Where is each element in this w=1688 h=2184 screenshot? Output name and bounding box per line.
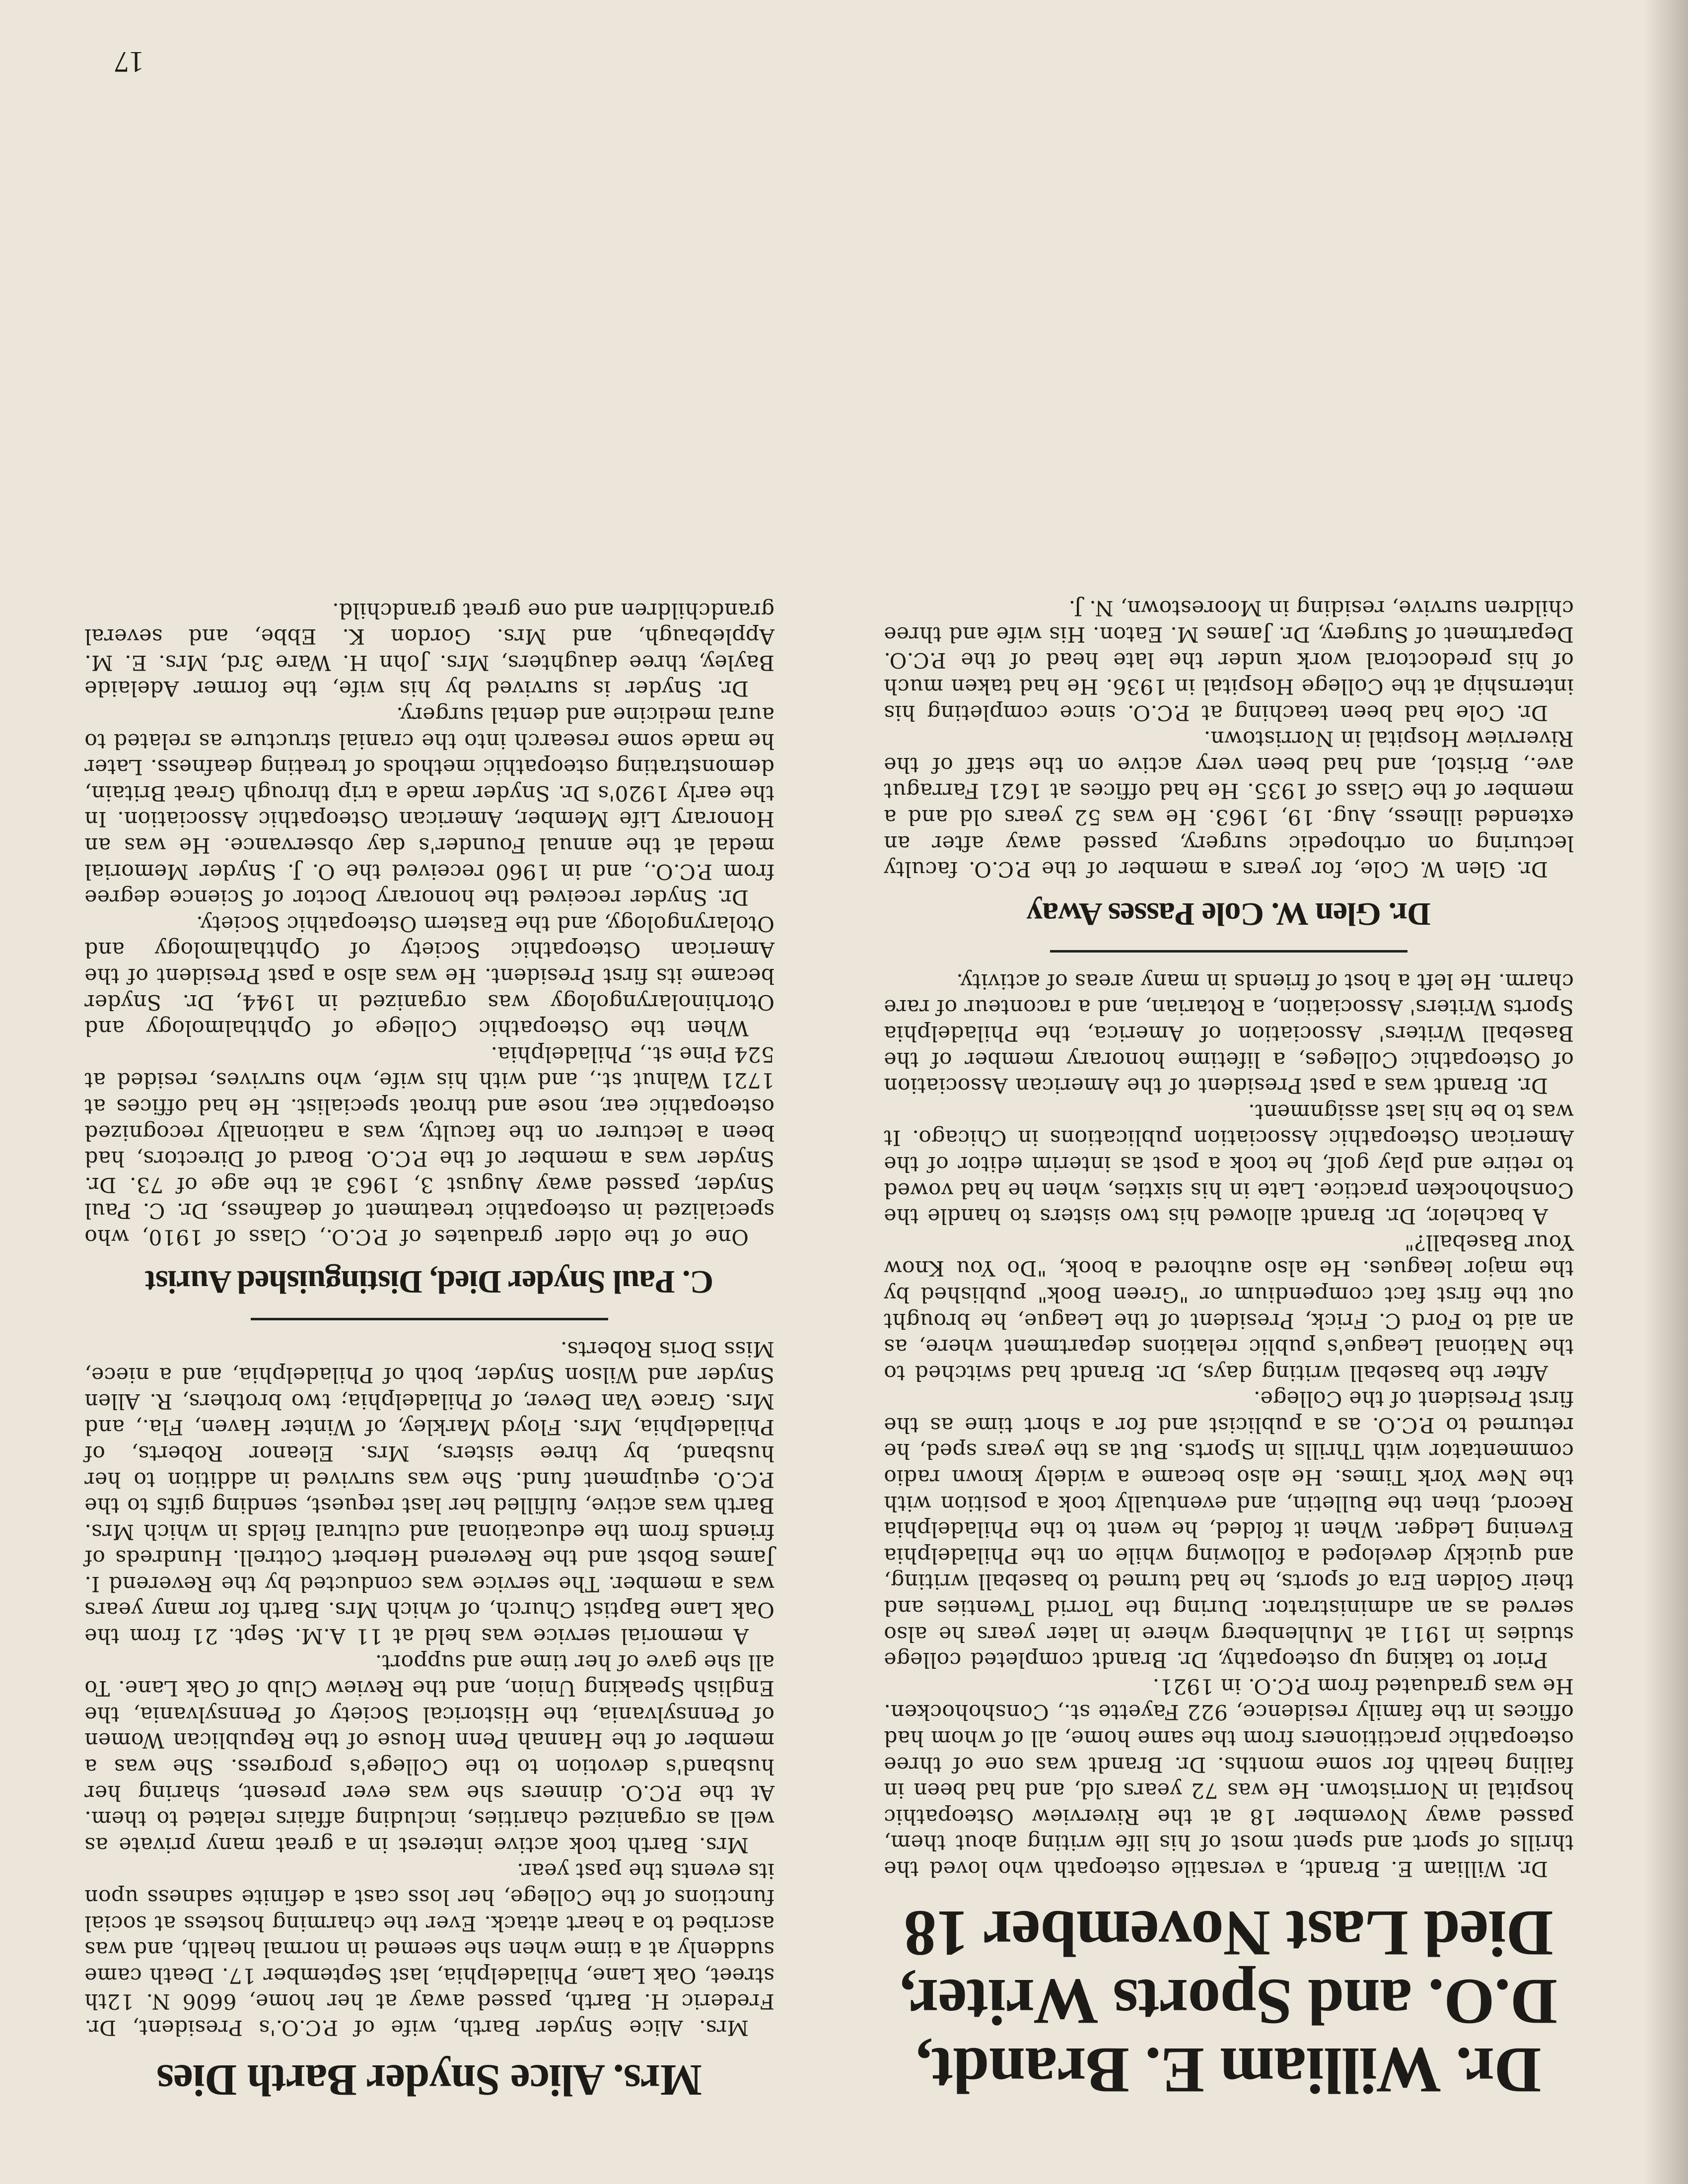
cole-paragraph: Dr. Glen W. Cole, for years a member of the P.C.O. faculty lecturing on orthopedic surgery, passed away after an extended illness, Aug. 19, 1963. He was 52 years old and a member of the Class of 1935. He had offices at 1621 Farragut ave., Bristol, and had been very active on the staff of the Riverview Hospital in Norristown. — [884, 726, 1574, 882]
brandt-obituary — [884, 967, 1574, 2105]
cole-headline: Dr. Glen W. Cole Passes Away — [1027, 896, 1431, 933]
brandt-paragraph: After the baseball writing days, Dr. Brandt had switched to the National League's public relations department where, as an aid to Ford C. Frick, President of the League, he brought out the first fact compendium or "Green Book" published by the major leagues. He also authored a book, "Do You Know Your Baseball?" — [884, 1229, 1574, 1385]
snyder-obituary — [84, 597, 774, 1301]
section-divider — [1050, 950, 1407, 953]
snyder-headline: C. Paul Snyder Died, Distinguished Aurist — [145, 1263, 714, 1300]
brandt-paragraph: Dr. William E. Brandt, a versatile osteopath who loved the thrills of sport and spent most of his life writing about them, passed away November 18 at the Riverview Osteopathic hospital in Norristown. He was 72 years old, and had been in failing health for some months. Dr. Brandt was one of three osteopathic practitioners from the same home, all of whom had offices in the family residence, 922 Fayette st., Conshohocken. He was graduated from P.C.O. in 1921. — [884, 1673, 1574, 1881]
page-edge-shadow — [1643, 0, 1688, 2184]
snyder-paragraph: Dr. Snyder is survived by his wife, the former Adelaide Bayley, three daughters, Mrs. John H. Ware 3rd, Mrs. E. M. Applebaugh, and Mrs. Gordon K. Ebbe, and several grandchildren and one great grandchild. — [84, 598, 774, 701]
cole-obituary — [884, 595, 1574, 934]
barth-headline: Mrs. Alice Snyder Barth Dies — [157, 2055, 702, 2105]
brandt-headline: Dr. William E. Brandt, D.O. and Sports Writer, Died Last November 18 — [900, 1897, 1558, 2107]
cole-paragraph: Dr. Cole had been teaching at P.C.O. since completing his internship at the College Hospital in 1936. He had taken much of his predoctoral work under the late head of the P.C.O. Department of Surgery, Dr. James M. Eaton. His wife and three children survive, residing in Moorestown, N. J. — [884, 596, 1574, 725]
snyder-paragraph: Dr. Snyder received the honorary Doctor of Science degree from P.C.O., and in 1960 received the O. J. Snyder Memorial medal at the annual Founder's day observance. He was an Honorary Life Member, American Osteopathic Association. In the early 1920's Dr. Snyder made a trip through Great Britain, demonstrating osteopathic methods of treating deafness. Later he made some research into the cranial structure as related to aural medicine and dental surgery. — [84, 702, 774, 910]
left-column — [884, 595, 1574, 2105]
barth-paragraph: Mrs. Barth took active interest in a great many private as well as organized charities, including affairs related to them. At the P.C.O. dinners she was ever present, sharing her husband's devotion to the College's progress. She was a member of the Hannah Penn House of the Republican Women of Pennsylvania, the Historical Society of Pennsylvania, the English Speaking Union, and the Review Club of Oak Lane. To all she gave of her time and support. — [84, 1649, 774, 1857]
page-number: 17 — [114, 46, 144, 78]
barth-obituary — [84, 1335, 774, 2105]
brandt-paragraph: Prior to taking up osteopathy, Dr. Brandt completed college studies in 1911 at Muhlenberg where in later years he also served as an administrator. During the Torrid Twenties and their Golden Era of sports, he had turned to baseball writing, and quickly developed a following while on the Philadelphia Evening Ledger. When it folded, he went to the Philadelphia Record, then the Bulletin, and eventually took a position with the New York Times. He also became a widely known radio commentator with Thrills in Sports. But as the years sped, he returned to P.C.O. as a publicist and for a short time as the first President of the College. — [884, 1386, 1574, 1672]
snyder-paragraph: When the Osteopathic College of Ophthalmology and Otorhinolaryngology was organized in 1944, Dr. Snyder became its first President. He was also a past President of the American Osteopathic Society of Ophthalmology and Otolaryngology, and the Eastern Osteopathic Society. — [84, 911, 774, 1040]
right-column — [84, 597, 774, 2105]
brandt-paragraph: Dr. Brandt was a past President of the American Association of Osteopathic Colleges, a lifetime honorary member of the Baseball Writers' Association of America, the Philadelphia Sports Writers' Association, a Rotarian, and a raconteur of rare charm. He left a host of friends in many areas of activity. — [884, 968, 1574, 1098]
barth-paragraph: Mrs. Alice Snyder Barth, wife of P.C.O.'s President, Dr. Frederic H. Barth, passed away at her home, 6606 N. 12th street, Oak Lane, Philadelphia, last September 17. Death came suddenly at a time when she seemed in normal health, and was ascribed to a heart attack. Ever the charming hostess at social functions of the College, her loss cast a definite sadness upon its events the past year. — [84, 1858, 774, 2040]
snyder-paragraph: One of the older graduates of P.C.O., Class of 1910, who specialized in osteopathic treatment of deafness, Dr. C. Paul Snyder, passed away August 3, 1963 at the age of 73. Dr. Snyder was a member of the P.C.O. Board of Directors, had been a lecturer on the faculty, was a nationally recognized osteopathic ear, nose and throat specialist. He had offices at 1721 Walnut st., and with his wife, who survives, resided at 524 Pine st., Philadelphia. — [84, 1041, 774, 1249]
brandt-paragraph: A bachelor, Dr. Brandt allowed his two sisters to handle the Conshohocken practice. Late in his sixties, when he had vowed to retire and play golf, he took a post as interim editor of the American Osteopathic Association publications in Chicago. It was to be his last assignment. — [884, 1099, 1574, 1228]
section-divider — [251, 1318, 608, 1320]
barth-paragraph: A memorial service was held at 11 A.M. Sept. 21 from the Oak Lane Baptist Church, of which Mrs. Barth for many years was a member. The service was conducted by the Reverend I. James Bobst and the Reverend Herbert Cottrell. Hundreds of friends from the educational and cultural fields in which Mrs. Barth was active, fulfilled her last request, sending gifts to the P.C.O. equipment fund. She was survived in addition to her husband, by three sisters, Mrs. Eleanor Roberts, of Philadelphia, Mrs. Floyd Markley, of Winter Haven, Fla., and Mrs. Grace Van Dever, of Philadelphia; two brothers, R. Allen Snyder and Wilson Snyder, both of Philadelphia, and a niece, Miss Doris Roberts. — [84, 1336, 774, 1648]
